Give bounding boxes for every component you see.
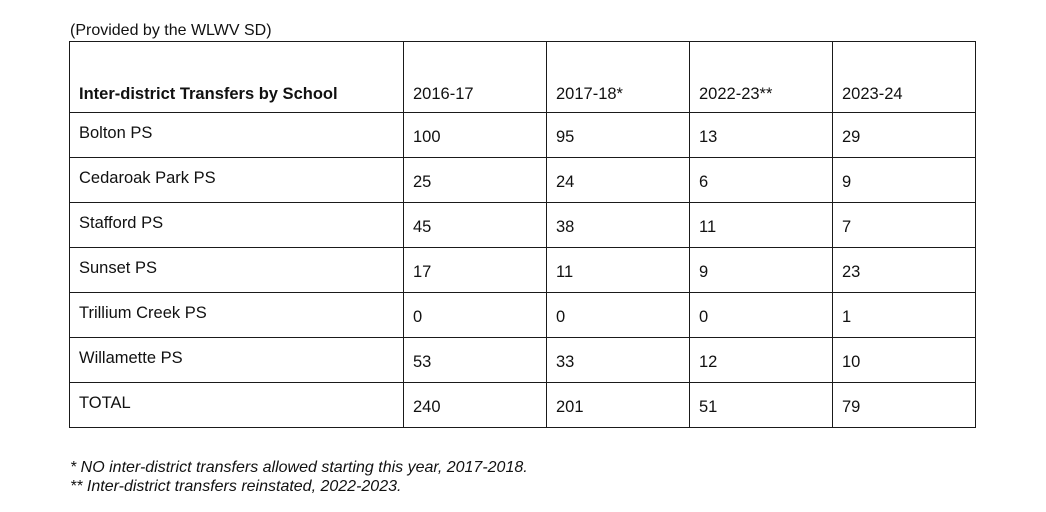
transfer-count: 25 bbox=[404, 158, 547, 203]
header-year: 2016-17 bbox=[404, 42, 547, 113]
transfer-count: 24 bbox=[547, 158, 690, 203]
school-name: Cedaroak Park PS bbox=[70, 158, 404, 203]
transfer-count: 11 bbox=[690, 203, 833, 248]
table-row bbox=[70, 338, 976, 383]
transfer-count: 33 bbox=[547, 338, 690, 383]
transfer-count: 0 bbox=[404, 293, 547, 338]
school-name: Stafford PS bbox=[70, 203, 404, 248]
footnotes bbox=[70, 458, 528, 496]
transfer-count: 0 bbox=[690, 293, 833, 338]
table-row bbox=[70, 248, 976, 293]
table-row bbox=[70, 203, 976, 248]
transfer-count: 29 bbox=[833, 113, 976, 158]
transfer-count: 9 bbox=[690, 248, 833, 293]
header-school-title: Inter-district Transfers by School bbox=[70, 42, 404, 113]
table-row bbox=[70, 113, 976, 158]
footnote: ** Inter-district transfers reinstated, 2022-2023. bbox=[70, 478, 402, 495]
school-name: Trillium Creek PS bbox=[70, 293, 404, 338]
transfer-count: 10 bbox=[833, 338, 976, 383]
table-header-row bbox=[70, 42, 976, 113]
header-year: 2023-24 bbox=[833, 42, 976, 113]
total-count: 201 bbox=[547, 383, 690, 428]
header-year: 2017-18* bbox=[547, 42, 690, 113]
school-name: Willamette PS bbox=[70, 338, 404, 383]
transfer-count: 53 bbox=[404, 338, 547, 383]
transfer-count: 7 bbox=[833, 203, 976, 248]
table-total-row bbox=[70, 383, 976, 428]
transfer-count: 23 bbox=[833, 248, 976, 293]
transfer-count: 100 bbox=[404, 113, 547, 158]
total-label: TOTAL bbox=[70, 383, 404, 428]
school-name: Bolton PS bbox=[70, 113, 404, 158]
transfer-count: 6 bbox=[690, 158, 833, 203]
table-row bbox=[70, 293, 976, 338]
transfer-count: 45 bbox=[404, 203, 547, 248]
transfer-count: 9 bbox=[833, 158, 976, 203]
total-count: 51 bbox=[690, 383, 833, 428]
table-row bbox=[70, 158, 976, 203]
transfer-count: 38 bbox=[547, 203, 690, 248]
transfer-count: 17 bbox=[404, 248, 547, 293]
transfer-count: 12 bbox=[690, 338, 833, 383]
total-count: 240 bbox=[404, 383, 547, 428]
transfer-count: 11 bbox=[547, 248, 690, 293]
transfer-count: 95 bbox=[547, 113, 690, 158]
footnote: * NO inter-district transfers allowed starting this year, 2017-2018. bbox=[70, 459, 528, 476]
transfers-table bbox=[69, 41, 976, 428]
transfer-count: 13 bbox=[690, 113, 833, 158]
total-count: 79 bbox=[833, 383, 976, 428]
transfer-count: 0 bbox=[547, 293, 690, 338]
school-name: Sunset PS bbox=[70, 248, 404, 293]
header-year: 2022-23** bbox=[690, 42, 833, 113]
transfer-count: 1 bbox=[833, 293, 976, 338]
table-caption: (Provided by the WLWV SD) bbox=[70, 22, 272, 39]
